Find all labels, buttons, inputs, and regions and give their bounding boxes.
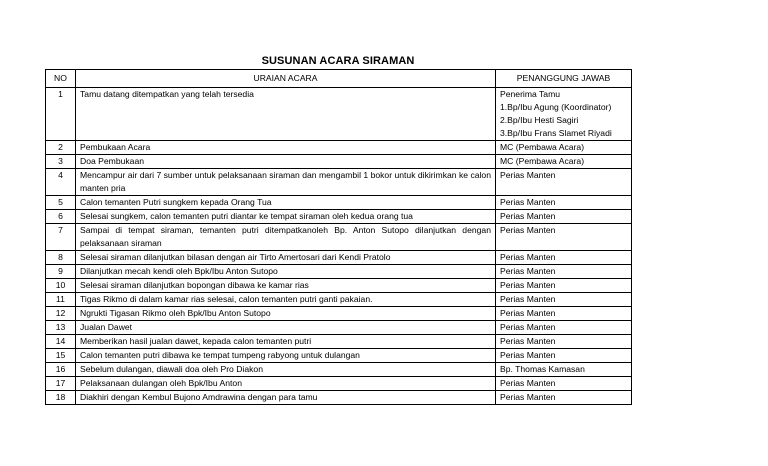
penanggung-jawab-line: Perias Manten xyxy=(500,350,556,360)
header-no: NO xyxy=(46,70,76,88)
table-row xyxy=(46,155,632,169)
table-row xyxy=(46,251,632,265)
row-uraian: Jualan Dawet xyxy=(76,321,496,335)
row-penanggung-jawab xyxy=(496,265,632,279)
row-uraian: Dilanjutkan mecah kendi oleh Bpk/Ibu Anton Sutopo xyxy=(76,265,496,279)
row-number: 11 xyxy=(46,293,76,307)
row-number: 16 xyxy=(46,363,76,377)
penanggung-jawab-line: Perias Manten xyxy=(500,378,556,388)
row-number: 8 xyxy=(46,251,76,265)
penanggung-jawab-line: Bp. Thomas Kamasan xyxy=(500,364,585,374)
row-penanggung-jawab xyxy=(496,321,632,335)
row-uraian: Calon temanten Putri sungkem kepada Orang Tua xyxy=(76,196,496,210)
row-penanggung-jawab xyxy=(496,335,632,349)
penanggung-jawab-line: Perias Manten xyxy=(500,322,556,332)
table-row xyxy=(46,321,632,335)
table-row xyxy=(46,265,632,279)
row-number: 10 xyxy=(46,279,76,293)
row-number: 2 xyxy=(46,141,76,155)
row-uraian: Selesai siraman dilanjutkan bilasan dengan air Tirto Amertosari dari Kendi Pratolo xyxy=(76,251,496,265)
row-uraian: Sebelum dulangan, diawali doa oleh Pro Diakon xyxy=(76,363,496,377)
row-penanggung-jawab xyxy=(496,210,632,224)
table-row xyxy=(46,210,632,224)
header-uraian: URAIAN ACARA xyxy=(76,70,496,88)
row-uraian: Tamu datang ditempatkan yang telah tersedia xyxy=(76,88,496,141)
table-body xyxy=(46,88,632,405)
row-uraian: Tigas Rikmo di dalam kamar rias selesai, calon temanten putri ganti pakaian. xyxy=(76,293,496,307)
table-row xyxy=(46,88,632,141)
document xyxy=(45,54,631,405)
row-penanggung-jawab xyxy=(496,391,632,405)
row-penanggung-jawab xyxy=(496,141,632,155)
penanggung-jawab-line: Perias Manten xyxy=(500,308,556,318)
row-penanggung-jawab xyxy=(496,349,632,363)
row-penanggung-jawab xyxy=(496,279,632,293)
table-row xyxy=(46,169,632,196)
row-number: 4 xyxy=(46,169,76,196)
row-penanggung-jawab xyxy=(496,224,632,251)
row-penanggung-jawab xyxy=(496,377,632,391)
row-penanggung-jawab xyxy=(496,307,632,321)
penanggung-jawab-line: Perias Manten xyxy=(500,266,556,276)
table-row xyxy=(46,293,632,307)
document-title: SUSUNAN ACARA SIRAMAN xyxy=(261,55,415,67)
schedule-table xyxy=(45,69,632,405)
table-row xyxy=(46,141,632,155)
row-number: 9 xyxy=(46,265,76,279)
row-penanggung-jawab xyxy=(496,88,632,141)
penanggung-jawab-line: MC (Pembawa Acara) xyxy=(500,156,585,166)
row-uraian: Mencampur air dari 7 sumber untuk pelaksanaan siraman dan mengambil 1 bokor untuk dikirimkan ke calon manten pria xyxy=(76,169,496,196)
row-uraian: Diakhiri dengan Kembul Bujono Amdrawina dengan para tamu xyxy=(76,391,496,405)
row-number: 12 xyxy=(46,307,76,321)
table-row xyxy=(46,224,632,251)
table-row xyxy=(46,196,632,210)
row-number: 14 xyxy=(46,335,76,349)
row-number: 1 xyxy=(46,88,76,141)
row-number: 13 xyxy=(46,321,76,335)
row-uraian: Pembukaan Acara xyxy=(76,141,496,155)
penanggung-jawab-line: Perias Manten xyxy=(500,225,556,235)
table-row xyxy=(46,391,632,405)
row-number: 18 xyxy=(46,391,76,405)
penanggung-jawab-line: Perias Manten xyxy=(500,280,556,290)
row-penanggung-jawab xyxy=(496,155,632,169)
row-uraian: Sampai di tempat siraman, temanten putri ditempatkanoleh Bp. Anton Sutopo dilanjutkan dengan pelaksanaan siraman xyxy=(76,224,496,251)
penanggung-jawab-line: 3.Bp/Ibu Frans Slamet Riyadi xyxy=(500,128,612,138)
row-penanggung-jawab xyxy=(496,363,632,377)
penanggung-jawab-line: Perias Manten xyxy=(500,211,556,221)
penanggung-jawab-line: Perias Manten xyxy=(500,294,556,304)
row-number: 5 xyxy=(46,196,76,210)
row-penanggung-jawab xyxy=(496,251,632,265)
penanggung-jawab-line: Perias Manten xyxy=(500,197,556,207)
penanggung-jawab-line: MC (Pembawa Acara) xyxy=(500,142,585,152)
penanggung-jawab-line: Penerima Tamu xyxy=(500,89,561,99)
penanggung-jawab-line: 2.Bp/Ibu Hesti Sagiri xyxy=(500,115,579,125)
row-number: 15 xyxy=(46,349,76,363)
table-row xyxy=(46,335,632,349)
penanggung-jawab-line: 1.Bp/Ibu Agung (Koordinator) xyxy=(500,102,612,112)
table-header-row xyxy=(46,70,632,88)
row-uraian: Ngrukti Tigasan Rikmo oleh Bpk/Ibu Anton Sutopo xyxy=(76,307,496,321)
table-row xyxy=(46,349,632,363)
row-uraian: Calon temanten putri dibawa ke tempat tumpeng rabyong untuk dulangan xyxy=(76,349,496,363)
penanggung-jawab-line: Perias Manten xyxy=(500,252,556,262)
row-uraian: Pelaksanaan dulangan oleh Bpk/Ibu Anton xyxy=(76,377,496,391)
penanggung-jawab-line: Perias Manten xyxy=(500,170,556,180)
header-penanggung-jawab: PENANGGUNG JAWAB xyxy=(496,70,632,88)
row-number: 17 xyxy=(46,377,76,391)
row-number: 6 xyxy=(46,210,76,224)
row-penanggung-jawab xyxy=(496,293,632,307)
row-uraian: Memberikan hasil jualan dawet, kepada calon temanten putri xyxy=(76,335,496,349)
row-penanggung-jawab xyxy=(496,169,632,196)
penanggung-jawab-line: Perias Manten xyxy=(500,392,556,402)
table-row xyxy=(46,279,632,293)
row-uraian: Doa Pembukaan xyxy=(76,155,496,169)
row-uraian: Selesai sungkem, calon temanten putri diantar ke tempat siraman oleh kedua orang tua xyxy=(76,210,496,224)
row-number: 3 xyxy=(46,155,76,169)
table-row xyxy=(46,307,632,321)
row-penanggung-jawab xyxy=(496,196,632,210)
table-row xyxy=(46,363,632,377)
penanggung-jawab-line: Perias Manten xyxy=(500,336,556,346)
table-row xyxy=(46,377,632,391)
row-uraian: Selesai siraman dilanjutkan bopongan dibawa ke kamar rias xyxy=(76,279,496,293)
row-number: 7 xyxy=(46,224,76,251)
